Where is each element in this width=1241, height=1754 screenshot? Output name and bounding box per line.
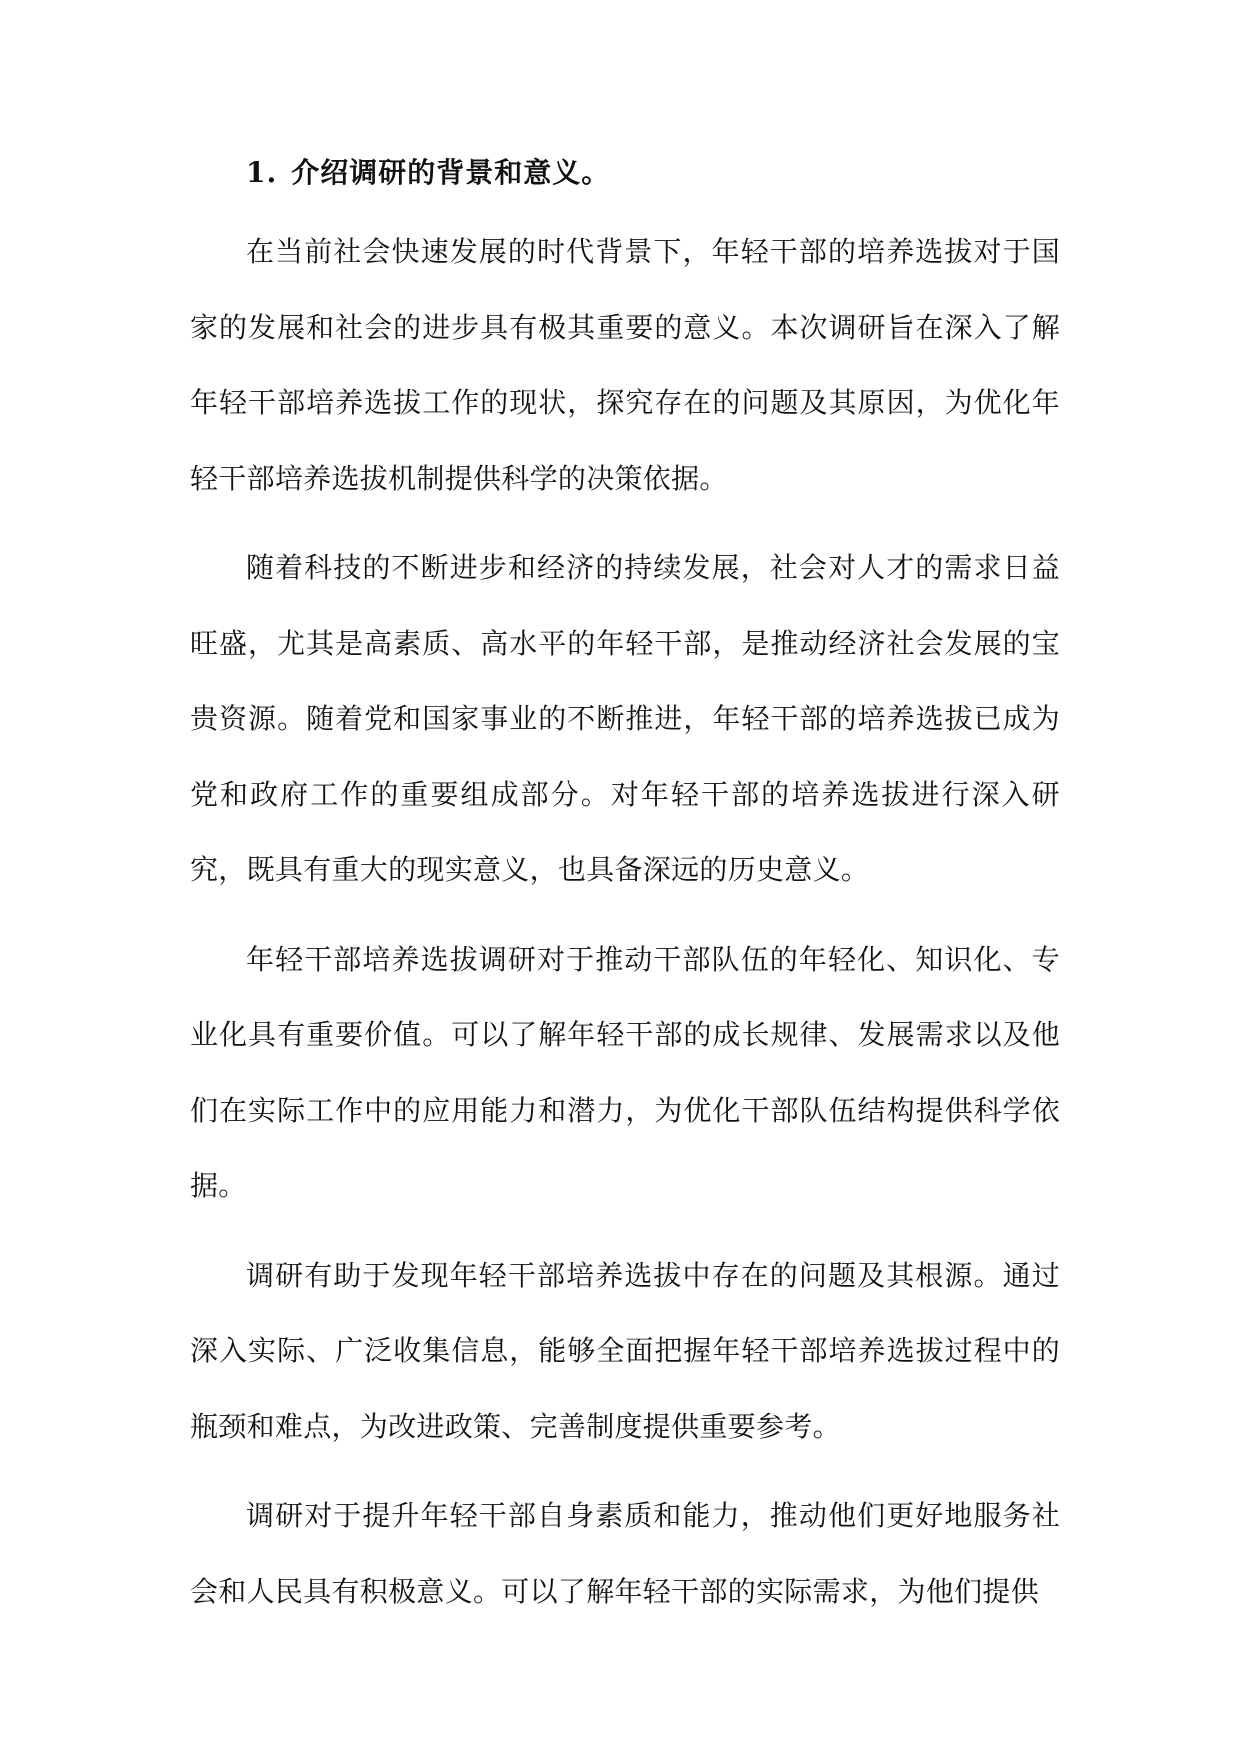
section-number: 1. bbox=[246, 156, 278, 189]
section-heading bbox=[190, 146, 1060, 200]
paragraph-2: 随着科技的不断进步和经济的持续发展，社会对人才的需求日益旺盛，尤其是高素质、高水平的年轻干部，是推动经济社会发展的宝贵资源。随着党和国家事业的不断推进，年轻干部的培养选拔已成为党和政府工作的重要组成部分。对年轻干部的培养选拔进行深入研究，既具有重大的现实意义，也具备深远的历史意义。 bbox=[190, 551, 1060, 886]
document-body bbox=[190, 146, 1060, 1629]
paragraph-1: 在当前社会快速发展的时代背景下，年轻干部的培养选拔对于国家的发展和社会的进步具有极其重要的意义。本次调研旨在深入了解年轻干部培养选拔工作的现状，探究存在的问题及其原因，为优化年轻干部培养选拔机制提供科学的决策依据。 bbox=[190, 235, 1060, 495]
section-title: 介绍调研的背景和意义。 bbox=[291, 156, 611, 189]
paragraph-4: 调研有助于发现年轻干部培养选拔中存在的问题及其根源。通过深入实际、广泛收集信息，能够全面把握年轻干部培养选拔过程中的瓶颈和难点，为改进政策、完善制度提供重要参考。 bbox=[190, 1258, 1060, 1443]
paragraph-5: 调研对于提升年轻干部自身素质和能力，推动他们更好地服务社会和人民具有积极意义。可以了解年轻干部的实际需求，为他们提供 bbox=[190, 1499, 1060, 1608]
paragraph-3: 年轻干部培养选拔调研对于推动干部队伍的年轻化、知识化、专业化具有重要价值。可以了解年轻干部的成长规律、发展需求以及他们在实际工作中的应用能力和潜力，为优化干部队伍结构提供科学依据。 bbox=[190, 942, 1060, 1202]
